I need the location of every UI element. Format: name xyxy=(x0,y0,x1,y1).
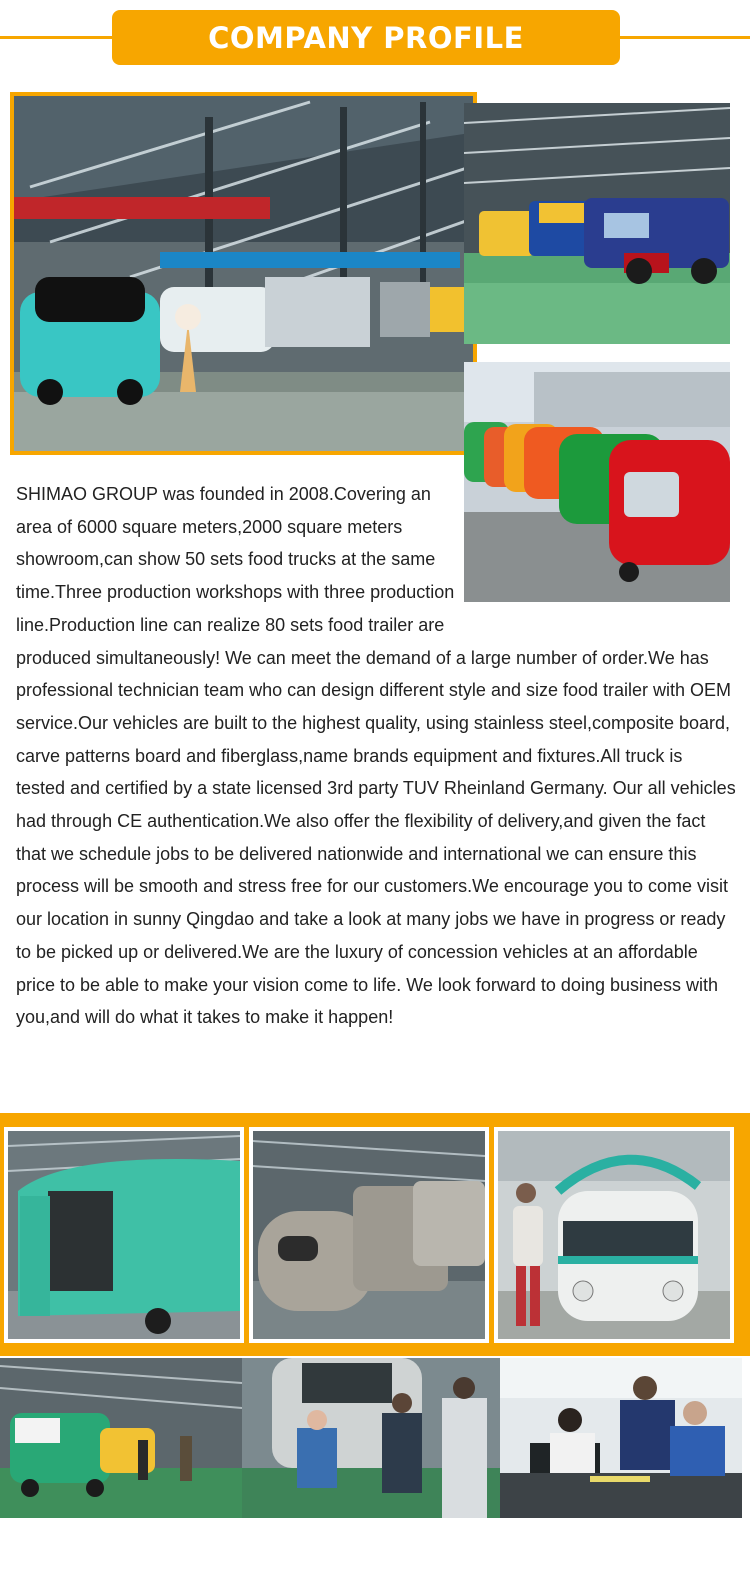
gallery-band xyxy=(0,1113,750,1356)
customer-inspection-photo xyxy=(242,1358,500,1518)
showroom-photo-frame xyxy=(10,92,477,455)
food-trucks-photo xyxy=(464,103,730,344)
steel-trailers-photo xyxy=(253,1131,485,1339)
green-truck-fleet-photo xyxy=(0,1358,242,1518)
teal-bus-body-photo xyxy=(8,1131,240,1339)
header-line-left xyxy=(0,36,118,39)
header-line-right xyxy=(614,36,750,39)
gallery-cell-1 xyxy=(4,1127,244,1343)
gallery-cell-2 xyxy=(249,1127,489,1343)
text-wrap-spacer xyxy=(456,478,736,628)
title-banner xyxy=(112,10,620,65)
gallery-cell-3 xyxy=(494,1127,734,1343)
worker-bus-photo xyxy=(498,1131,730,1339)
company-description xyxy=(16,478,736,1034)
company-description-text: SHIMAO GROUP was founded in 2008.Covering an area of 6000 square meters,2000 square meters showroom,can show 50 sets food trucks at the same time.Three production workshops with three production line.Production line can realize 80 sets food trailer are produced simultaneously! We can meet the demand of a large number of order.We has professional technician team who can design different style and size food trailer with OEM service.Our vehicles are built to the highest quality, using stainless steel,composite board, carve patterns board and fiberglass,name brands equipment and fixtures.All truck is tested and certified by a state licensed 3rd party TUV Rheinland Germany. Our all vehicles had through CE authentication.We also offer the flexibility of delivery,and given the fact that we schedule jobs to be delivered nationwide and international we can ensure this process will be smooth and stress free for our customers.We encourage you to come visit our location in sunny Qingdao and take a look at many jobs we have in progress or ready to be picked up or delivered.We are the luxury of concession vehicles at an affordable price to be able to make your vision come to life. We look forward to doing business with you,and will do what it takes to make it happen! xyxy=(16,484,736,1028)
page-title: COMPANY PROFILE xyxy=(208,20,524,55)
office-meeting-photo xyxy=(500,1358,742,1518)
